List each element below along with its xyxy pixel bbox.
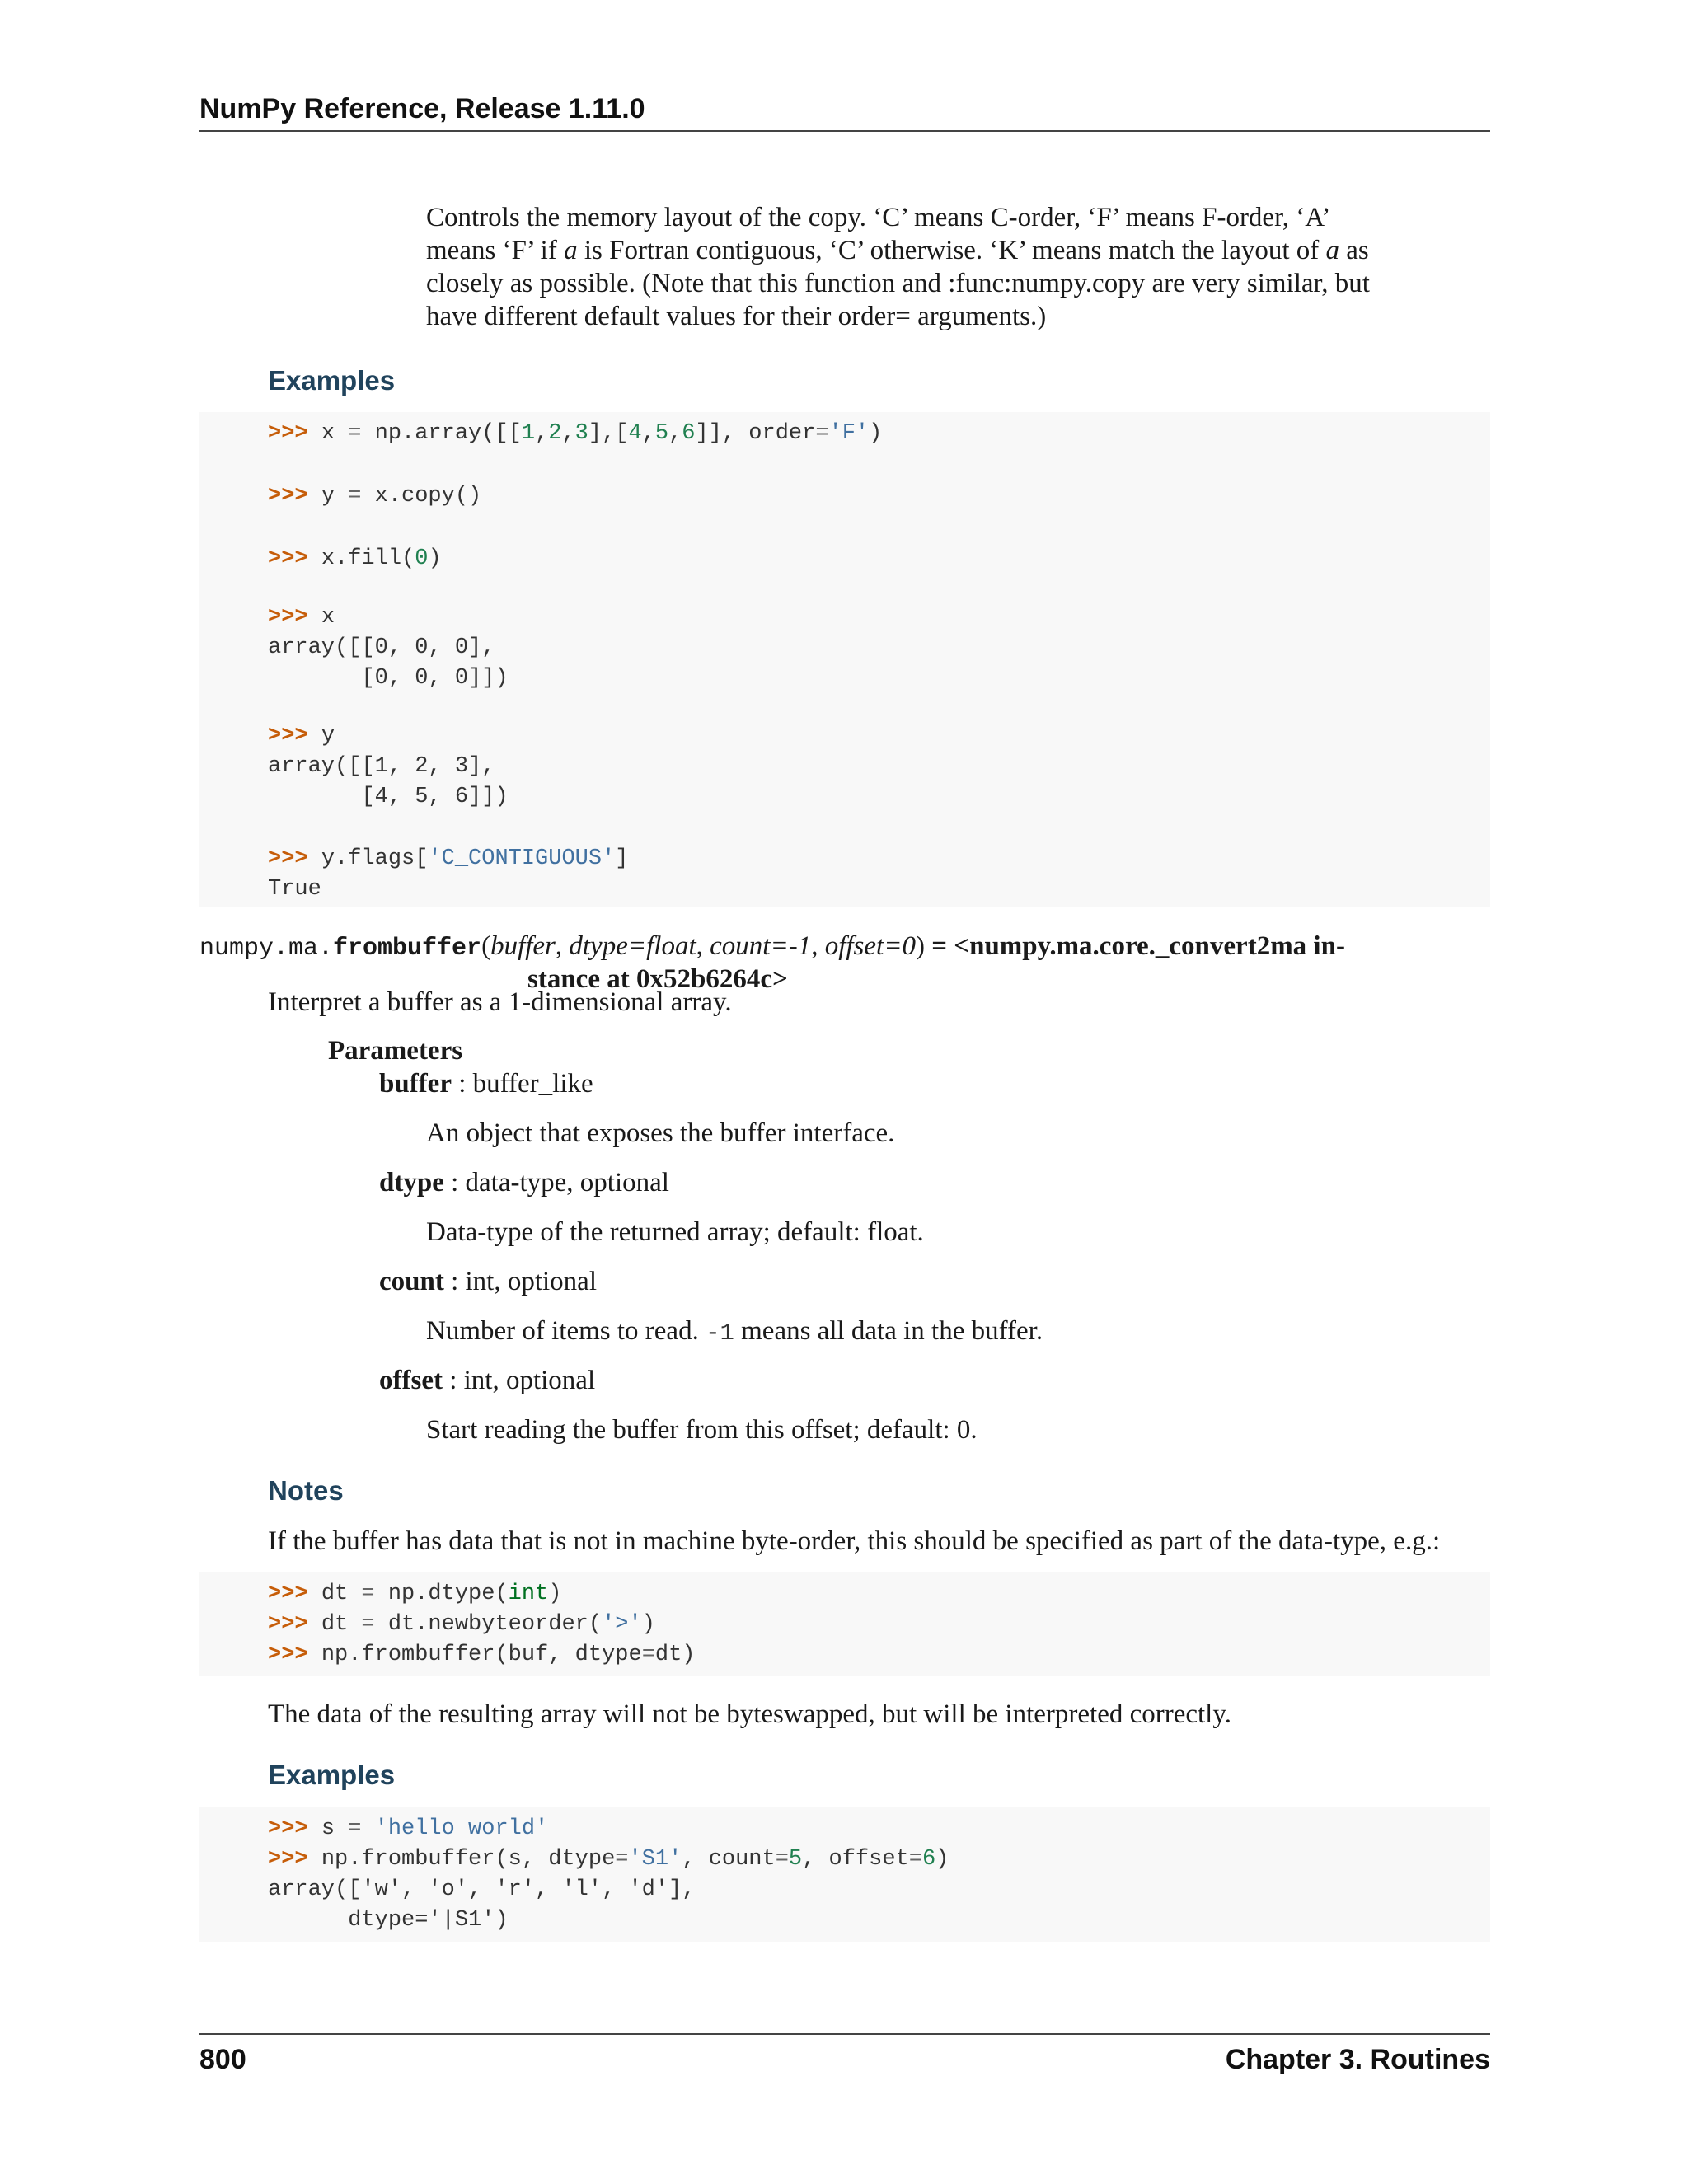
summary: Interpret a buffer as a 1-dimensional array. <box>268 987 732 1017</box>
notes-after-text: The data of the resulting array will not be byteswapped, but will be interpreted correctly. <box>268 1699 1231 1729</box>
param-offset-desc: Start reading the buffer from this offset; default: 0. <box>426 1415 978 1445</box>
page-number: 800 <box>199 2044 246 2075</box>
footer-rule <box>199 2033 1490 2035</box>
sig-param: offset=0 <box>824 931 916 961</box>
code-line: >>> y <box>268 724 335 748</box>
running-header: NumPy Reference, Release 1.11.0 <box>199 93 645 124</box>
param-count: count : int, optional <box>379 1267 598 1296</box>
order-desc-line3: closely as possible. (Note that this function and :func:numpy.copy are very similar, but <box>426 269 1370 298</box>
code-output: array([[0, 0, 0], <box>268 635 495 660</box>
sig-function-name: frombuffer <box>333 935 482 963</box>
code-block-notes <box>199 1572 1490 1676</box>
code-line: >>> y.flags['C_CONTIGUOUS'] <box>268 846 629 871</box>
sig-param: buffer <box>490 931 556 961</box>
examples-heading: Examples <box>268 365 396 396</box>
code-line: >>> s = 'hello world' <box>268 1816 549 1841</box>
parameters-heading: Parameters <box>328 1036 463 1066</box>
code-block-example-2 <box>199 1807 1490 1942</box>
header-rule <box>199 130 1490 132</box>
examples-heading-2: Examples <box>268 1760 396 1790</box>
code-line: >>> x <box>268 605 335 630</box>
code-output: dtype='|S1') <box>268 1908 509 1933</box>
code-line: >>> x = np.array([[1,2,3],[4,5,6]], order='F') <box>268 421 883 446</box>
order-description <box>426 201 1399 333</box>
function-signature: numpy.ma.frombuffer(buffer, dtype=float, count=-1, offset=0) = <numpy.ma.core._convert2ma in- <box>199 931 1345 963</box>
code-output: [0, 0, 0]]) <box>268 666 509 691</box>
order-desc-line2: means ‘F’ if a is Fortran contiguous, ‘C’ otherwise. ‘K’ means match the layout of a as <box>426 236 1369 265</box>
sig-assignment-cont: stance at 0x52b6264c> <box>528 964 788 994</box>
code-output: True <box>268 877 321 902</box>
code-line: >>> dt = dt.newbyteorder('>') <box>268 1612 655 1637</box>
param-offset: offset : int, optional <box>379 1366 596 1395</box>
notes-text: If the buffer has data that is not in machine byte-order, this should be specified as part of the data-type, e.g.: <box>268 1526 1441 1556</box>
param-buffer: buffer : buffer_like <box>379 1069 593 1099</box>
sig-param: count=-1 <box>710 931 812 961</box>
param-count-desc: Number of items to read. -1 means all data in the buffer. <box>426 1316 1043 1347</box>
code-line: >>> y = x.copy() <box>268 484 482 509</box>
param-dtype: dtype : data-type, optional <box>379 1168 669 1197</box>
order-desc-line4: have different default values for their order= arguments.) <box>426 302 1047 331</box>
code-output: array(['w', 'o', 'r', 'l', 'd'], <box>268 1877 696 1902</box>
code-output: [4, 5, 6]]) <box>268 785 509 809</box>
sig-assignment: = <numpy.ma.core._convert2ma in- <box>931 931 1345 961</box>
order-desc-line1: Controls the memory layout of the copy. ‘C’ means C-order, ‘F’ means F-order, ‘A’ <box>426 203 1331 232</box>
code-line: >>> np.frombuffer(buf, dtype=dt) <box>268 1643 696 1667</box>
notes-heading: Notes <box>268 1475 344 1506</box>
chapter-title: Chapter 3. Routines <box>1225 2044 1490 2075</box>
sig-module: numpy.ma. <box>199 935 334 963</box>
code-line: >>> np.frombuffer(s, dtype='S1', count=5, offset=6) <box>268 1847 950 1872</box>
code-line: >>> dt = np.dtype(int) <box>268 1582 562 1606</box>
code-output: array([[1, 2, 3], <box>268 754 495 779</box>
code-block-example-1 <box>199 412 1490 907</box>
sig-param: dtype=float <box>569 931 696 961</box>
code-line: >>> x.fill(0) <box>268 546 442 571</box>
param-buffer-desc: An object that exposes the buffer interface. <box>426 1118 895 1148</box>
param-dtype-desc: Data-type of the returned array; default: float. <box>426 1217 924 1247</box>
